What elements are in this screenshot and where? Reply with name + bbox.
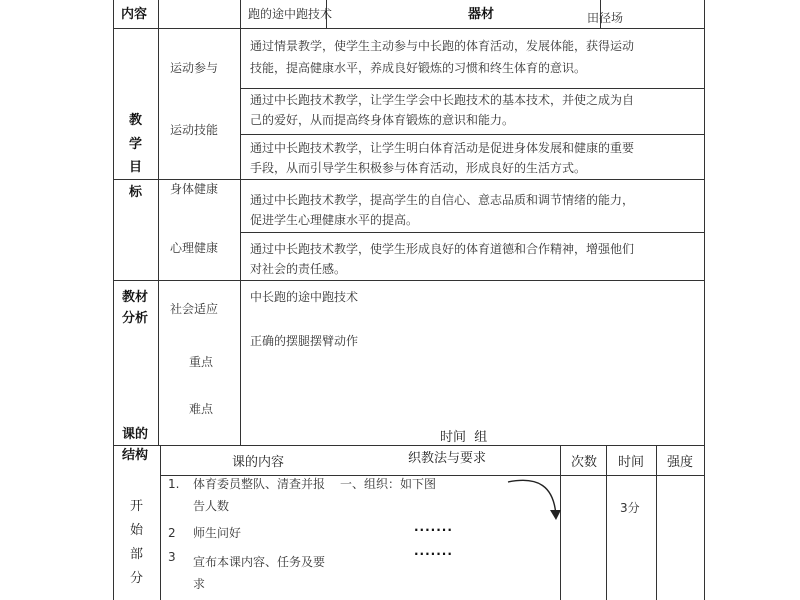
opening-label-3: 部 [130, 547, 144, 562]
item-text: 宣布本课内容、任务及要 [193, 555, 326, 569]
key-point-label: 重点 [189, 355, 214, 369]
objective-text: 通过中长跑技术教学，让学生学会中长跑技术的基本技术，并使之成为自 [250, 93, 635, 107]
column-count: 次数 [571, 455, 598, 470]
formation-row: ······· [414, 523, 453, 537]
objective-category: 运动参与 [170, 61, 219, 75]
opening-label-4: 分 [130, 571, 144, 586]
opening-label-1: 开 [130, 499, 144, 514]
item-text: 师生问好 [193, 526, 242, 540]
header-left-label: 内容 [121, 7, 148, 22]
curved-arrow-icon [500, 470, 580, 530]
formation-row: ······· [414, 547, 453, 561]
objectives-label-1: 教 [129, 113, 143, 128]
column-intensity: 强度 [667, 455, 694, 470]
objective-text: 通过中长跑技术教学，让学生明白体育活动是促进身体发展和健康的重要 [250, 141, 635, 155]
difficulty-label: 难点 [189, 402, 214, 416]
column-content: 课的内容 [232, 455, 285, 470]
objectives-label-4: 标 [129, 185, 143, 200]
time-value: 3分 [620, 501, 640, 515]
objective-text: 技能，提高健康水平，养成良好锻炼的习惯和终生体育的意识。 [250, 61, 587, 75]
objective-category: 心理健康 [170, 241, 219, 255]
objectives-label-2: 学 [129, 137, 143, 152]
objective-category: 身体健康 [170, 182, 219, 196]
objective-category: 社会适应 [170, 302, 219, 316]
column-time: 时间 [618, 455, 645, 470]
structure-label-1: 课的 [122, 427, 149, 442]
method-text: 一、组织：如下图 [340, 477, 437, 491]
objective-text: 手段，从而引导学生积极参与体育活动，形成良好的生活方式。 [250, 161, 587, 175]
objective-text: 通过中长跑技术教学，使学生形成良好的体育道德和合作精神，增强他们 [250, 242, 635, 256]
opening-label-2: 始 [130, 523, 144, 538]
objectives-label-3: 目 [129, 160, 143, 175]
venue-value: 田径场 [587, 11, 624, 25]
objective-text: 通过中长跑技术教学，提高学生的自信心、意志品质和调节情绪的能力， [250, 193, 635, 207]
time-group-label: 时间 组 [440, 430, 488, 445]
objective-category: 运动技能 [170, 123, 219, 137]
item-text: 求 [193, 577, 206, 591]
objective-text: 通过情景教学，使学生主动参与中长跑的体育活动，发展体能，获得运动 [250, 39, 635, 53]
item-number: 3 [168, 550, 176, 564]
structure-label-2: 结构 [122, 448, 149, 463]
key-point-text: 中长跑的途中跑技术 [250, 290, 359, 304]
column-method: 织教法与要求 [408, 451, 487, 466]
item-number: 2 [168, 526, 176, 540]
difficulty-text: 正确的摆腿摆臂动作 [250, 334, 359, 348]
item-text: 告人数 [193, 499, 230, 513]
equipment-label: 器材 [468, 7, 495, 22]
objective-text: 对社会的责任感。 [250, 262, 347, 276]
objective-text: 促进学生心理健康水平的提高。 [250, 213, 419, 227]
analysis-label-1: 教材 [122, 290, 149, 305]
item-number: 1. [168, 477, 180, 491]
lesson-topic: 跑的途中跑技术 [248, 7, 333, 21]
objective-text: 己的爱好，从而提高终身体育锻炼的意识和能力。 [250, 113, 515, 127]
analysis-label-2: 分析 [122, 311, 149, 326]
item-text: 体育委员整队、清查并报 [193, 477, 326, 491]
